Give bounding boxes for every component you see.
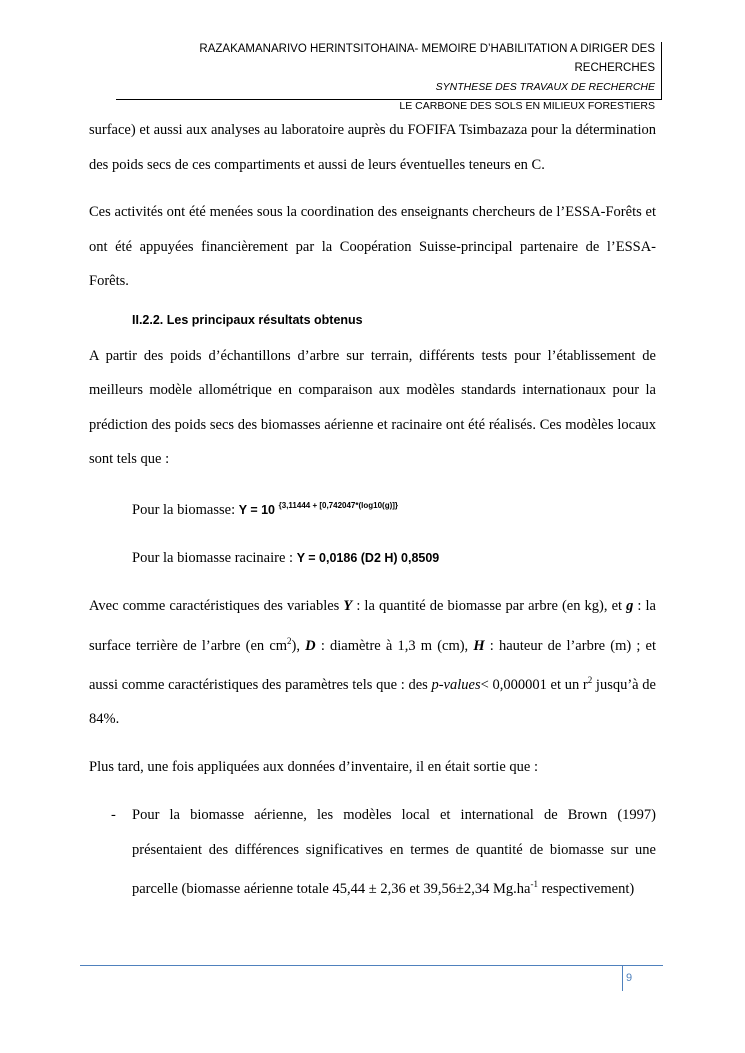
running-header [116,40,655,116]
paragraph-allometric-models: A partir des poids d’échantillons d’arbre sur terrain, différents tests pour l’établissement de meilleurs modèle allométrique en comparaison aux modèles standards internationaux pour la prédiction des poids secs des biomasses aérienne et racinaire ont été réalisés. Ces modèles locaux sont tels que : [89,347,656,467]
footer-rule [80,965,663,966]
results-list [89,798,656,906]
formula-root-biomass [89,541,656,576]
header-author-title: RAZAKAMANARIVO HERINTSITOHAINA- MEMOIRE D’HABILITATION A DIRIGER DES RECHERCHES [199,43,655,74]
header-rule [116,99,662,100]
paragraph-inventory-results: Plus tard, une fois appliquées aux données d’inventaire, il en était sortie que : [89,758,538,775]
footer-side-rule [622,966,623,991]
section-heading: II.2.2. Les principaux résultats obtenus [132,312,363,327]
list-item [89,798,656,906]
formula-root-expr: Y = 0,0186 (D2 H) 0,8509 [296,550,440,565]
paragraph-coordination: Ces activités ont été menées sous la coordination des enseignants chercheurs de l’ESSA-Forêts et ont été appuyées financièrement par la Coopération Suisse-principal partenaire de l’ESSA-Forêts. [89,204,656,289]
formula-aerial-expr: Y = 10 [238,502,275,517]
formula-aerial-label: Pour la biomasse: [132,501,239,518]
paragraph-variables: Avec comme caractéristiques des variables Y : la quantité de biomasse par arbre (en kg), et g : la surface terrière de l’arbre (en $cm^2$), D : diamètre à 1,3 m (cm), H : hauteur de l’arbre (m) ; et aussi comme caractéristiques des paramètres tels que : des p-values< 0,000001 et un $r^2$ jusqu’à de 84%. [89,598,656,728]
paragraph-lab-analyses: surface) et aussi aux analyses au laboratoire auprès du FOFIFA Tsimbazaza pour la détermination des poids secs de ces compartiments et aussi de leurs éventuelles teneurs en C. [89,122,656,173]
page-body [89,113,656,907]
formula-aerial-exponent: {3,11444 + [0,742047*(log10(g)]} [278,500,399,510]
formula-aerial-biomass [89,489,656,527]
header-chapter: LE CARBONE DES SOLS EN MILIEUX FORESTIERS [399,100,655,112]
list-item-text: Pour la biomasse aérienne, les modèles local et international de Brown (1997) présentaient des différences significatives en termes de quantité de biomasse sur une parcelle (biomasse aérienne totale 45,44 ± 2,36 et 39,56±2,34 $Mg.ha^{-1}$ respectivement) [132,807,656,898]
formula-root-label: Pour la biomasse racinaire : [132,549,297,566]
header-section: SYNTHESE DES TRAVAUX DE RECHERCHE [435,81,655,93]
header-side-rule [661,42,662,100]
list-bullet: - [111,807,116,824]
page-number: 9 [626,972,633,984]
